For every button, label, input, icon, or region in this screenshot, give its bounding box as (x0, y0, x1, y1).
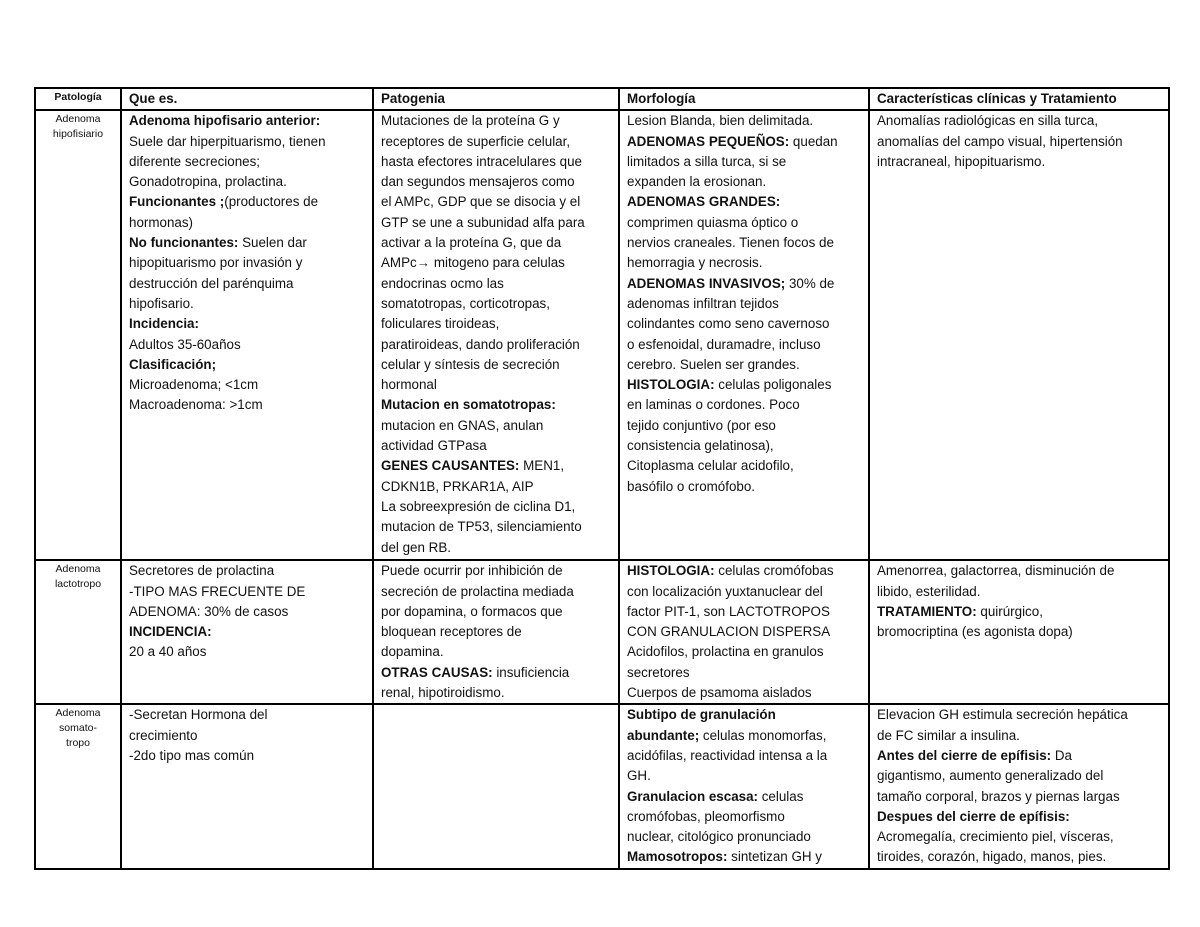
cell-line (381, 192, 614, 212)
cell-line (381, 253, 614, 273)
text-run: nuclear, citológico pronunciado (627, 829, 811, 845)
bold-text: Despues del cierre de epífisis: (877, 808, 1070, 824)
cell-line (877, 582, 1164, 602)
text-run: Lesion Blanda, bien delimitada. (627, 113, 814, 129)
text-run: basófilo o cromófobo. (627, 478, 756, 494)
text-run: o esfenoidal, duramadre, incluso (627, 336, 821, 352)
cell-line (381, 477, 614, 497)
cell-line (627, 416, 864, 436)
cell-line (627, 602, 864, 622)
text-run: AMPc (381, 255, 417, 271)
bold-text: → (416, 255, 431, 271)
text-run: expanden la erosionan. (627, 174, 767, 190)
cell-line (129, 726, 368, 746)
cell-line (877, 787, 1164, 807)
text-run: 30% de (785, 275, 835, 291)
cell-line (627, 683, 864, 703)
cell-line (627, 561, 864, 581)
row-name-line: Adenoma (55, 707, 101, 720)
row-name-cell (35, 560, 121, 704)
cell-line (627, 375, 864, 395)
text-run: hipopituarismo por invasión y (129, 255, 303, 271)
text-run: foliculares tiroideas, (381, 316, 500, 332)
cell-line (381, 582, 614, 602)
row-name-line: lactotropo (54, 578, 102, 591)
text-run: diferente secreciones; (129, 153, 261, 169)
patogenia-cell (373, 110, 619, 560)
text-run: bloquean receptores de (381, 624, 522, 640)
cell-line (381, 172, 614, 192)
text-run: celulas (758, 788, 804, 804)
text-run: Amenorrea, galactorrea, disminución de (877, 563, 1115, 579)
header-patologia: Patología (35, 88, 121, 110)
cell-line (129, 172, 368, 192)
cell-line (129, 395, 368, 415)
text-run: anomalías del campo visual, hipertensión (877, 133, 1123, 149)
cell-line (627, 233, 864, 253)
text-run: GTP se une a subunidad alfa para (381, 214, 585, 230)
cell-line (627, 253, 864, 273)
text-run: celulas monomorfas, (699, 727, 827, 743)
row-name-line: Adenoma (55, 113, 101, 126)
bold-text: ADENOMAS GRANDES: (627, 194, 781, 210)
text-run: nervios craneales. Tienen focos de (627, 235, 834, 251)
cell-line (877, 602, 1164, 622)
cell-line (627, 622, 864, 642)
morfologia-cell (619, 704, 869, 868)
cell-line (381, 622, 614, 642)
bold-text: Incidencia: (129, 316, 199, 332)
cell-line (877, 807, 1164, 827)
text-run: Elevacion GH estimula secreción hepática (877, 707, 1128, 723)
cell-line (627, 172, 864, 192)
bold-text: Funcionantes ; (129, 194, 225, 210)
text-run: por dopamina, o formacos que (381, 603, 563, 619)
header-que-es: Que es. (121, 88, 373, 110)
text-run: actividad GTPasa (381, 438, 487, 454)
header-morfologia: Morfología (619, 88, 869, 110)
text-run: Secretores de prolactina (129, 563, 275, 579)
document-page (34, 87, 1168, 870)
text-run: cerebro. Suelen ser grandes. (627, 356, 800, 372)
patogenia-cell (373, 560, 619, 704)
cell-line (627, 456, 864, 476)
clinica-cell (869, 560, 1169, 704)
cell-line (627, 355, 864, 375)
text-run: mitogeno para celulas (430, 255, 565, 271)
cell-line (129, 375, 368, 395)
text-run: quedan (789, 133, 838, 149)
text-run: libido, esterilidad. (877, 583, 981, 599)
bold-text: Subtipo de granulación (627, 707, 776, 723)
cell-line (129, 642, 368, 662)
cell-line (627, 746, 864, 766)
text-run: quirúrgico, (976, 603, 1043, 619)
text-run: somatotropas, corticotropas, (381, 295, 550, 311)
cell-line (381, 294, 614, 314)
cell-line (627, 294, 864, 314)
text-run: activar a la proteína G, que da (381, 235, 562, 251)
cell-line (627, 314, 864, 334)
cell-line (381, 213, 614, 233)
cell-line (877, 132, 1164, 152)
cell-line (627, 766, 864, 786)
text-run: Suelen dar (238, 235, 307, 251)
text-run: del gen RB. (381, 539, 451, 555)
cell-line (381, 375, 614, 395)
text-run: cromófobas, pleomorfismo (627, 808, 785, 824)
cell-line (877, 726, 1164, 746)
bold-text: GENES CAUSANTES: (381, 458, 520, 474)
cell-line (627, 213, 864, 233)
header-patogenia: Patogenia (373, 88, 619, 110)
text-run: secretores (627, 664, 690, 680)
table-row (35, 704, 1169, 868)
text-run: GH. (627, 768, 651, 784)
cell-line (627, 726, 864, 746)
cell-line (381, 497, 614, 517)
cell-line (129, 233, 368, 253)
text-run: Mutaciones de la proteína G y (381, 113, 560, 129)
text-run: tiroides, corazón, higado, manos, pies. (877, 849, 1107, 865)
cell-line (627, 274, 864, 294)
cell-line (381, 355, 614, 375)
text-run: La sobreexpresión de ciclina D1, (381, 498, 576, 514)
cell-line (627, 436, 864, 456)
clinica-cell (869, 110, 1169, 560)
table-header-row (35, 88, 1169, 110)
row-name-line: tropo (66, 737, 90, 750)
cell-line (381, 152, 614, 172)
cell-line (129, 705, 368, 725)
text-run: intracraneal, hipopituarismo. (877, 153, 1046, 169)
row-name-line: hipofisiario (52, 128, 104, 141)
cell-line (627, 111, 864, 131)
cell-line (627, 642, 864, 662)
text-run: celulas poligonales (714, 377, 832, 393)
text-run: destrucción del parénquima (129, 275, 294, 291)
text-run: hipofisario. (129, 295, 194, 311)
cell-line (129, 622, 368, 642)
text-run: Microadenoma; <1cm (129, 377, 259, 393)
cell-line (877, 847, 1164, 867)
text-run: colindantes como seno cavernoso (627, 316, 830, 332)
cell-line (381, 517, 614, 537)
text-run: celulas cromófobas (714, 563, 834, 579)
cell-line (877, 746, 1164, 766)
text-run: Adultos 35-60años (129, 336, 241, 352)
cell-line (129, 132, 368, 152)
cell-line (627, 152, 864, 172)
patogenia-cell (373, 704, 619, 868)
text-run: MEN1, (519, 458, 565, 474)
bold-text: Granulacion escasa: (627, 788, 758, 804)
table-row (35, 110, 1169, 560)
cell-line (877, 152, 1164, 172)
cell-line (129, 111, 368, 131)
cell-line (381, 663, 614, 683)
text-run: mutacion de TP53, silenciamiento (381, 519, 582, 535)
cell-line (627, 807, 864, 827)
cell-line (381, 416, 614, 436)
text-run: 20 a 40 años (129, 644, 207, 660)
cell-line (129, 746, 368, 766)
cell-line (627, 395, 864, 415)
cell-line (381, 111, 614, 131)
cell-line (381, 395, 614, 415)
bold-text: Mutacion en somatotropas: (381, 397, 556, 413)
cell-line (129, 582, 368, 602)
text-run: secreción de prolactina mediada (381, 583, 574, 599)
cell-line (129, 602, 368, 622)
cell-line (381, 642, 614, 662)
cell-line (381, 602, 614, 622)
text-run: de FC similar a insulina. (877, 727, 1020, 743)
cell-line (627, 192, 864, 212)
bold-text: ADENOMAS PEQUEÑOS: (627, 133, 790, 149)
bold-text: abundante; (627, 727, 700, 743)
cell-line (877, 827, 1164, 847)
text-run: Puede ocurrir por inhibición de (381, 563, 563, 579)
header-clinica: Características clínicas y Tratamiento (869, 88, 1169, 110)
que-es-cell (121, 704, 373, 868)
cell-line (381, 233, 614, 253)
text-run: -Secretan Hormona del (129, 707, 268, 723)
text-run: CON GRANULACION DISPERSA (627, 624, 831, 640)
cell-line (627, 335, 864, 355)
cell-line (381, 436, 614, 456)
que-es-cell (121, 560, 373, 704)
text-run: crecimiento (129, 727, 198, 743)
text-run: gigantismo, aumento generalizado del (877, 768, 1104, 784)
bold-text: Mamosotropos: (627, 849, 728, 865)
cell-line (627, 827, 864, 847)
text-run: Da (1051, 747, 1072, 763)
text-run: -2do tipo mas común (129, 747, 255, 763)
text-run: hasta efectores intracelulares que (381, 153, 582, 169)
morfologia-cell (619, 560, 869, 704)
text-run: celular y síntesis de secreción (381, 356, 560, 372)
pathology-table (34, 87, 1170, 870)
cell-line (381, 456, 614, 476)
text-run: acidófilas, reactividad intensa a la (627, 747, 828, 763)
que-es-cell (121, 110, 373, 560)
cell-line (381, 274, 614, 294)
cell-line (877, 622, 1164, 642)
cell-line (129, 274, 368, 294)
cell-line (877, 561, 1164, 581)
text-run: endocrinas ocmo las (381, 275, 504, 291)
text-run: el AMPc, GDP que se disocia y el (381, 194, 581, 210)
cell-line (129, 314, 368, 334)
text-run: Acromegalía, crecimiento piel, vísceras, (877, 829, 1114, 845)
text-run: tamaño corporal, brazos y piernas largas (877, 788, 1120, 804)
cell-line (129, 213, 368, 233)
cell-line (627, 477, 864, 497)
cell-line (381, 538, 614, 558)
morfologia-cell (619, 110, 869, 560)
cell-line (877, 705, 1164, 725)
bold-text: INCIDENCIA: (129, 624, 212, 640)
bold-text: Clasificación; (129, 356, 217, 372)
text-run: CDKN1B, PRKAR1A, AIP (381, 478, 534, 494)
text-run: Citoplasma celular acidofilo, (627, 458, 794, 474)
text-run: renal, hipotiroidismo. (381, 685, 505, 701)
text-run: adenomas infiltran tejidos (627, 295, 779, 311)
cell-line (129, 192, 368, 212)
cell-line (627, 847, 864, 867)
text-run: mutacion en GNAS, anulan (381, 417, 544, 433)
cell-line (627, 787, 864, 807)
bold-text: HISTOLOGIA: (627, 377, 715, 393)
cell-line (627, 663, 864, 683)
text-run: bromocriptina (es agonista dopa) (877, 624, 1073, 640)
text-run: tejido conjuntivo (por eso (627, 417, 776, 433)
text-run: dan segundos mensajeros como (381, 174, 575, 190)
text-run: consistencia gelatinosa), (627, 438, 774, 454)
text-run: factor PIT-1, son LACTOTROPOS (627, 603, 830, 619)
text-run: insuficiencia (492, 664, 570, 680)
bold-text: ADENOMAS INVASIVOS; (627, 275, 786, 291)
text-run: con localización yuxtanuclear del (627, 583, 823, 599)
text-run: limitados a silla turca, si se (627, 153, 787, 169)
bold-text: TRATAMIENTO: (877, 603, 977, 619)
text-run: Anomalías radiológicas en silla turca, (877, 113, 1099, 129)
cell-line (381, 132, 614, 152)
cell-line (381, 314, 614, 334)
row-name-line: somato- (59, 722, 97, 735)
cell-line (381, 561, 614, 581)
cell-line (129, 294, 368, 314)
cell-line (381, 683, 614, 703)
text-run: (productores de (224, 194, 319, 210)
text-run: hormonal (381, 377, 437, 393)
table-row (35, 560, 1169, 704)
text-run: sintetizan GH y (727, 849, 822, 865)
clinica-cell (869, 704, 1169, 868)
text-run: dopamina. (381, 644, 444, 660)
text-run: paratiroideas, dando proliferación (381, 336, 580, 352)
text-run: en laminas o cordones. Poco (627, 397, 800, 413)
bold-text: Antes del cierre de epífisis: (877, 747, 1052, 763)
row-name-cell (35, 110, 121, 560)
text-run: Suele dar hiperpituarismo, tienen (129, 133, 326, 149)
row-name-cell (35, 704, 121, 868)
cell-line (627, 705, 864, 725)
text-run: hormonas) (129, 214, 194, 230)
bold-text: HISTOLOGIA: (627, 563, 715, 579)
cell-line (381, 335, 614, 355)
bold-text: No funcionantes: (129, 235, 239, 251)
cell-line (129, 335, 368, 355)
text-run: Cuerpos de psamoma aislados (627, 685, 812, 701)
row-name-line: Adenoma (55, 563, 101, 576)
cell-line (129, 152, 368, 172)
text-run: ADENOMA: 30% de casos (129, 603, 289, 619)
bold-text: Adenoma hipofisario anterior: (129, 113, 321, 129)
cell-line (129, 355, 368, 375)
text-run: Acidofilos, prolactina en granulos (627, 644, 824, 660)
text-run: receptores de superficie celular, (381, 133, 571, 149)
text-run: -TIPO MAS FRECUENTE DE (129, 583, 306, 599)
cell-line (877, 111, 1164, 131)
text-run: comprimen quiasma óptico o (627, 214, 799, 230)
text-run: Gonadotropina, prolactina. (129, 174, 287, 190)
bold-text: OTRAS CAUSAS: (381, 664, 493, 680)
cell-line (627, 132, 864, 152)
cell-line (129, 561, 368, 581)
text-run: Macroadenoma: >1cm (129, 397, 263, 413)
cell-line (129, 253, 368, 273)
cell-line (627, 582, 864, 602)
text-run: hemorragia y necrosis. (627, 255, 763, 271)
cell-line (877, 766, 1164, 786)
